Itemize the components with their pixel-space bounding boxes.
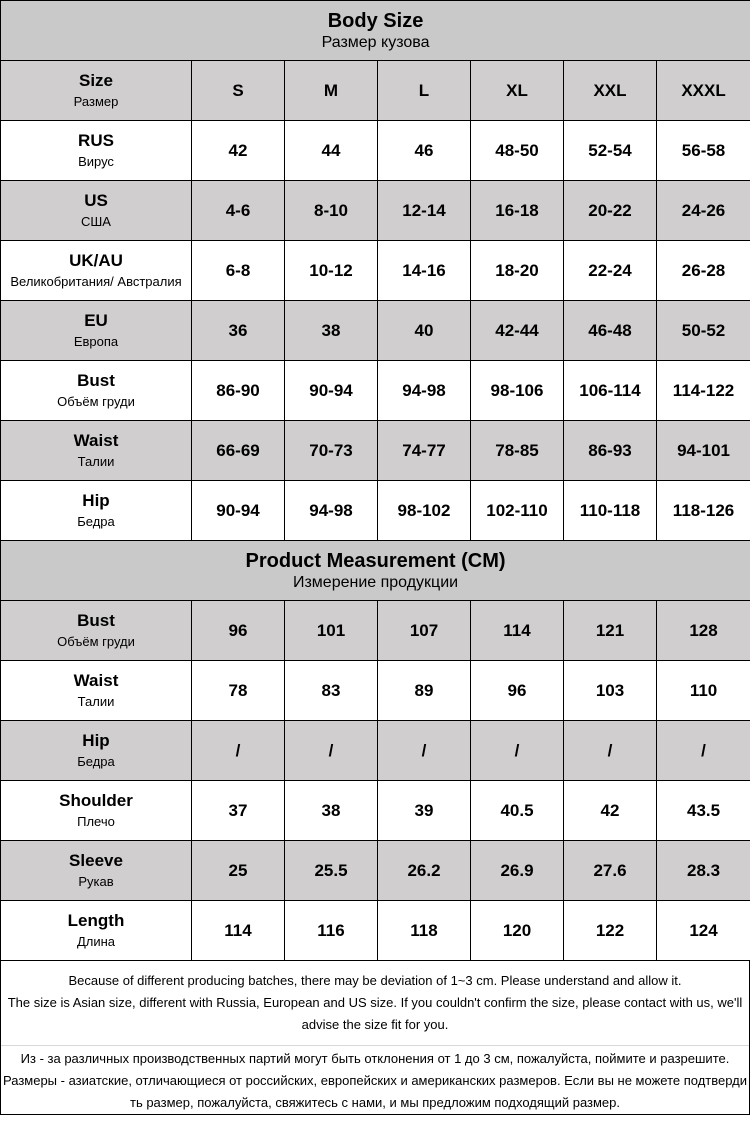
row-label	[1, 781, 192, 841]
table-cell: 114-122	[657, 361, 750, 421]
row-label	[1, 361, 192, 421]
table-cell: 102-110	[471, 481, 564, 541]
table-row	[1, 241, 750, 301]
table-cell: 94-98	[285, 481, 378, 541]
table-cell: 38	[285, 301, 378, 361]
notes-russian	[1, 1046, 749, 1114]
table-cell: 128	[657, 601, 750, 661]
row-label	[1, 481, 192, 541]
note-en-line-1: Because of different producing batches, there may be deviation of 1~3 cm. Please understand and allow it.	[68, 973, 682, 988]
table-cell: 4-6	[192, 181, 285, 241]
table-cell: 70-73	[285, 421, 378, 481]
table-cell: /	[471, 721, 564, 781]
row-label-ru: Великобритания/ Австралия	[10, 274, 182, 289]
size-column-header: XXL	[564, 61, 657, 121]
table-cell: 118-126	[657, 481, 750, 541]
row-label-ru: Объём груди	[57, 394, 135, 409]
table-row	[1, 121, 750, 181]
table-row	[1, 601, 750, 661]
table-cell: 74-77	[378, 421, 471, 481]
table-cell: 25.5	[285, 841, 378, 901]
notes-english	[1, 961, 749, 1046]
note-ru-line-2: Размеры - азиатские, отличающиеся от российских, европейских и американских размеров. Если вы не можете подтвердить размер, пожалуйста, свяжитесь с нами, и мы предложим подходящий размер.	[3, 1073, 748, 1110]
row-label-ru: Рукав	[78, 874, 114, 889]
table-cell: 103	[564, 661, 657, 721]
table-cell: 116	[285, 901, 378, 961]
row-label-en: Length	[67, 911, 125, 930]
table-cell: 120	[471, 901, 564, 961]
row-label-en: RUS	[78, 131, 114, 150]
table-cell: 42-44	[471, 301, 564, 361]
table-cell: 12-14	[378, 181, 471, 241]
size-column-header: M	[285, 61, 378, 121]
notes-block	[0, 961, 750, 1115]
table-cell: 89	[378, 661, 471, 721]
row-label-en: Bust	[77, 611, 115, 630]
table-cell: 90-94	[285, 361, 378, 421]
table-cell: 96	[471, 661, 564, 721]
table-cell: 50-52	[657, 301, 750, 361]
table-cell: 94-98	[378, 361, 471, 421]
table-cell: 24-26	[657, 181, 750, 241]
row-label-en: Bust	[77, 371, 115, 390]
table-cell: 42	[564, 781, 657, 841]
table-cell: /	[564, 721, 657, 781]
size-header-label	[1, 61, 192, 121]
row-label-en: Hip	[82, 731, 110, 750]
table-row	[1, 361, 750, 421]
table-cell: 78	[192, 661, 285, 721]
row-label-ru: Плечо	[77, 814, 115, 829]
size-label-en: Size	[78, 71, 114, 90]
table-cell: 122	[564, 901, 657, 961]
table-cell: 25	[192, 841, 285, 901]
body-size-subtitle: Размер кузова	[321, 33, 430, 51]
table-row	[1, 841, 750, 901]
row-label-en: Sleeve	[69, 851, 123, 870]
row-label	[1, 601, 192, 661]
product-band	[1, 541, 750, 601]
table-cell: 106-114	[564, 361, 657, 421]
row-label-en: Hip	[82, 491, 110, 510]
table-cell: /	[192, 721, 285, 781]
table-row	[1, 481, 750, 541]
body-size-heading	[1, 1, 750, 61]
row-label-ru: Бедра	[77, 754, 115, 769]
table-cell: 8-10	[285, 181, 378, 241]
table-cell: 101	[285, 601, 378, 661]
table-cell: 26-28	[657, 241, 750, 301]
row-label-en: Waist	[73, 431, 119, 450]
table-row	[1, 901, 750, 961]
table-cell: 66-69	[192, 421, 285, 481]
row-label	[1, 421, 192, 481]
size-column-header: L	[378, 61, 471, 121]
row-label	[1, 661, 192, 721]
row-label-ru: Длина	[76, 934, 116, 949]
row-label	[1, 121, 192, 181]
body-size-section	[1, 1, 750, 541]
table-cell: 121	[564, 601, 657, 661]
table-row	[1, 301, 750, 361]
table-cell: 18-20	[471, 241, 564, 301]
table-cell: 118	[378, 901, 471, 961]
row-label	[1, 241, 192, 301]
row-label-ru: США	[81, 214, 111, 229]
size-column-header: XL	[471, 61, 564, 121]
table-cell: /	[657, 721, 750, 781]
table-cell: 46-48	[564, 301, 657, 361]
table-cell: 48-50	[471, 121, 564, 181]
table-cell: 86-93	[564, 421, 657, 481]
table-cell: 43.5	[657, 781, 750, 841]
row-label-ru: Объём груди	[57, 634, 135, 649]
product-heading	[1, 541, 750, 601]
product-subtitle: Измерение продукции	[292, 573, 459, 591]
body-size-title: Body Size	[327, 9, 424, 32]
table-cell: 40	[378, 301, 471, 361]
row-label-ru: Талии	[77, 454, 115, 469]
size-column-header: S	[192, 61, 285, 121]
table-row	[1, 661, 750, 721]
table-cell: 37	[192, 781, 285, 841]
table-cell: 6-8	[192, 241, 285, 301]
row-label-ru: Бедра	[77, 514, 115, 529]
table-row	[1, 421, 750, 481]
row-label	[1, 841, 192, 901]
size-label-ru: Размер	[73, 94, 119, 109]
size-header-row	[1, 61, 750, 121]
row-label-en: EU	[84, 311, 108, 330]
table-cell: 44	[285, 121, 378, 181]
table-cell: 110	[657, 661, 750, 721]
table-cell: 114	[471, 601, 564, 661]
table-cell: 114	[192, 901, 285, 961]
note-en-line-2: The size is Asian size, different with Russia, European and US size. If you couldn't confirm the size, please contact with us, we'll advise the size fit for you.	[7, 995, 743, 1032]
row-label-en: Shoulder	[59, 791, 133, 810]
table-cell: 36	[192, 301, 285, 361]
table-cell: /	[285, 721, 378, 781]
table-cell: 98-102	[378, 481, 471, 541]
table-cell: 96	[192, 601, 285, 661]
size-column-header: XXXL	[657, 61, 750, 121]
table-cell: 16-18	[471, 181, 564, 241]
table-cell: 86-90	[192, 361, 285, 421]
table-cell: 22-24	[564, 241, 657, 301]
product-measurement-section	[1, 541, 750, 961]
table-cell: 90-94	[192, 481, 285, 541]
row-label	[1, 301, 192, 361]
table-cell: 94-101	[657, 421, 750, 481]
table-cell: 39	[378, 781, 471, 841]
table-cell: 42	[192, 121, 285, 181]
table-cell: 56-58	[657, 121, 750, 181]
table-cell: 38	[285, 781, 378, 841]
table-cell: 14-16	[378, 241, 471, 301]
table-cell: 26.9	[471, 841, 564, 901]
table-row	[1, 181, 750, 241]
table-cell: /	[378, 721, 471, 781]
table-cell: 78-85	[471, 421, 564, 481]
table-cell: 40.5	[471, 781, 564, 841]
table-cell: 110-118	[564, 481, 657, 541]
table-row	[1, 721, 750, 781]
table-row	[1, 781, 750, 841]
row-label	[1, 721, 192, 781]
table-cell: 83	[285, 661, 378, 721]
note-ru-line-1: Из - за различных производственных партий могут быть отклонения от 1 до 3 см, пожалуйста, поймите и разрешите.	[20, 1051, 730, 1066]
product-title: Product Measurement (CM)	[245, 549, 506, 572]
table-cell: 20-22	[564, 181, 657, 241]
row-label-en: US	[84, 191, 108, 210]
row-label	[1, 901, 192, 961]
row-label-ru: Европа	[73, 334, 119, 349]
row-label-ru: Вирус	[78, 154, 114, 169]
row-label	[1, 181, 192, 241]
table-cell: 26.2	[378, 841, 471, 901]
row-label-en: UK/AU	[69, 251, 123, 270]
row-label-ru: Талии	[77, 694, 115, 709]
table-cell: 28.3	[657, 841, 750, 901]
body-size-band	[1, 1, 750, 61]
table-cell: 107	[378, 601, 471, 661]
table-cell: 46	[378, 121, 471, 181]
table-cell: 10-12	[285, 241, 378, 301]
table-cell: 27.6	[564, 841, 657, 901]
table-cell: 52-54	[564, 121, 657, 181]
table-cell: 124	[657, 901, 750, 961]
table-cell: 98-106	[471, 361, 564, 421]
row-label-en: Waist	[73, 671, 119, 690]
